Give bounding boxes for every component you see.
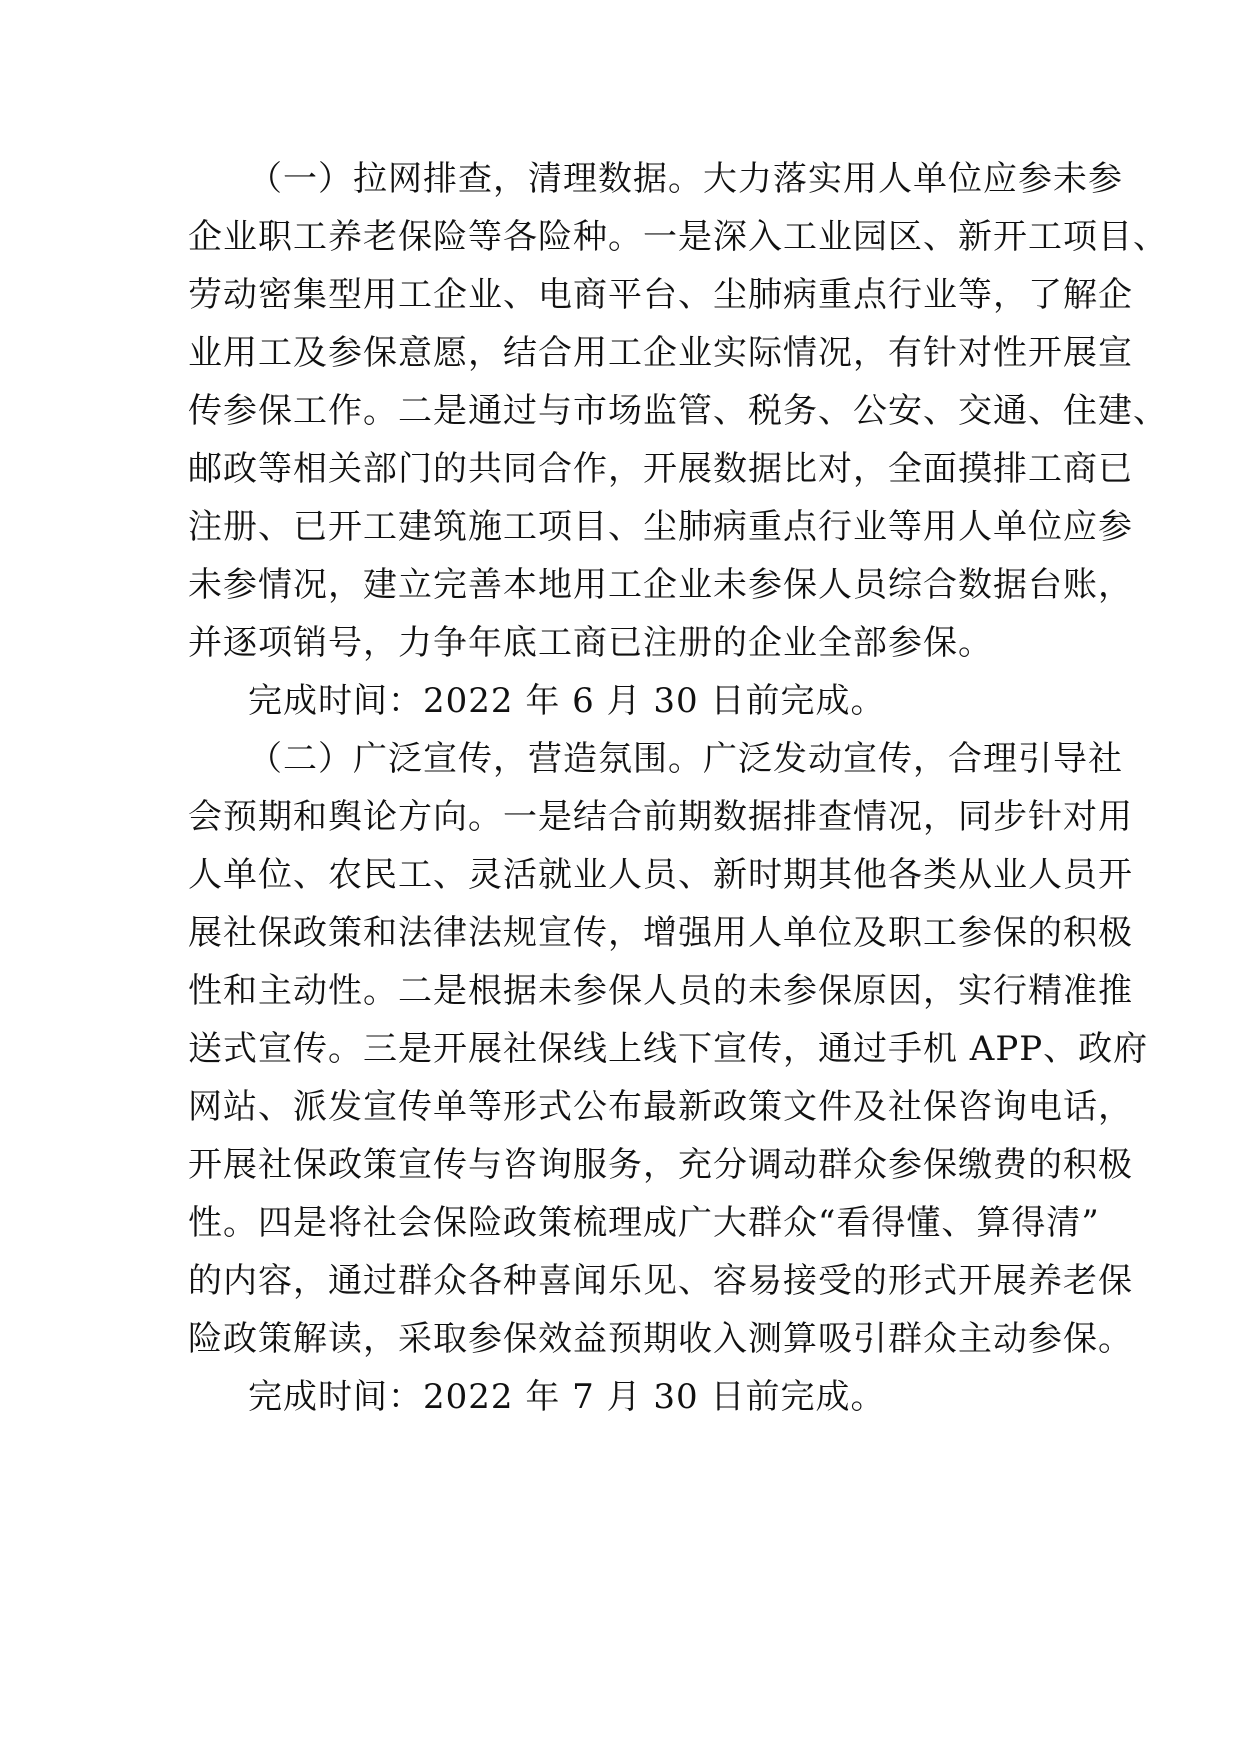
section2-line-9: 性。四是将社会保险政策梳理成广大群众“看得懂、算得清” [188,1203,1100,1243]
section2-line-1: （二）广泛宣传，营造氛围。广泛发动宣传，合理引导社 [248,739,1123,779]
section2-line-2: 会预期和舆论方向。一是结合前期数据排查情况，同步针对用 [188,797,1133,837]
section1-line-4: 业用工及参保意愿，结合用工企业实际情况，有针对性开展宣 [188,333,1133,373]
section2-line-10: 的内容，通过群众各种喜闻乐见、容易接受的形式开展养老保 [188,1261,1133,1301]
section2-line-4: 展社保政策和法律法规宣传，增强用人单位及职工参保的积极 [188,913,1133,953]
section1-line-8: 未参情况，建立完善本地用工企业未参保人员综合数据台账， [188,565,1133,605]
section1-line-6: 邮政等相关部门的共同合作，开展数据比对，全面摸排工商已 [188,449,1133,489]
section1-line-1: （一）拉网排查，清理数据。大力落实用人单位应参未参 [248,159,1123,199]
section2-deadline: 完成时间：2022 年 7 月 30 日前完成。 [248,1377,886,1417]
section2-line-8: 开展社保政策宣传与咨询服务，充分调动群众参保缴费的积极 [188,1145,1133,1185]
section2-line-3: 人单位、农民工、灵活就业人员、新时期其他各类从业人员开 [188,855,1133,895]
section2-line-5: 性和主动性。二是根据未参保人员的未参保原因，实行精准推 [188,971,1133,1011]
section1-line-7: 注册、已开工建筑施工项目、尘肺病重点行业等用人单位应参 [188,507,1133,547]
section1-line-2: 企业职工养老保险等各险种。一是深入工业园区、新开工项目、 [188,217,1168,257]
section1-line-5: 传参保工作。二是通过与市场监管、税务、公安、交通、住建、 [188,391,1168,431]
section2-line-6: 送式宣传。三是开展社保线上线下宣传，通过手机 APP、政府 [188,1029,1149,1069]
section1-line-9: 并逐项销号，力争年底工商已注册的企业全部参保。 [188,623,993,663]
section2-line-11: 险政策解读，采取参保效益预期收入测算吸引群众主动参保。 [188,1319,1133,1359]
section2-line-7: 网站、派发宣传单等形式公布最新政策文件及社保咨询电话， [188,1087,1133,1127]
section1-deadline: 完成时间：2022 年 6 月 30 日前完成。 [248,681,886,721]
section1-line-3: 劳动密集型用工企业、电商平台、尘肺病重点行业等，了解企 [188,275,1133,315]
